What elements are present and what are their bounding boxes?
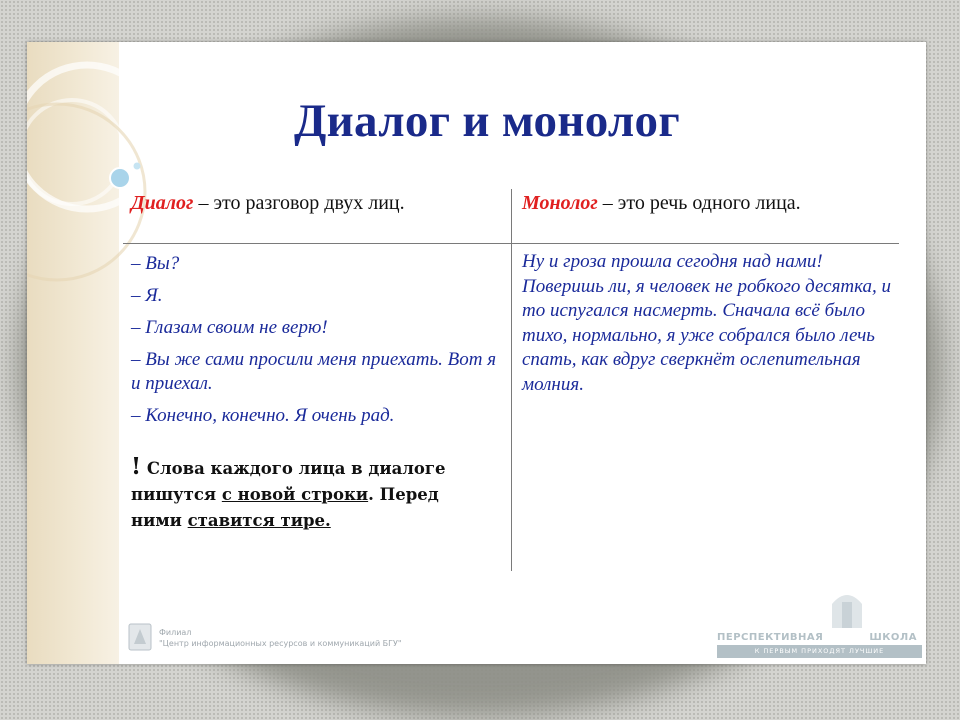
note-underlined-1: с новой строки [221, 485, 369, 504]
dialog-definition [131, 192, 405, 215]
school-brand-name [717, 632, 922, 643]
table-column-divider [511, 189, 512, 571]
note-text-1: Слова каждого лица в диалоге пишутся [131, 459, 446, 504]
dialog-line: – Конечно, конечно. Я очень рад. [131, 405, 395, 426]
exclamation-mark: ! [131, 453, 142, 480]
brand-name-left: ПЕРСПЕКТИВНАЯ [717, 632, 824, 643]
dialog-line: – Вы же сами просили меня приехать. Вот я и приехал. [131, 349, 497, 394]
table-row-divider [123, 243, 899, 244]
dialog-line: – Вы? [131, 253, 180, 274]
dialog-term: Диалог [131, 192, 194, 214]
monolog-definition-text: – это речь одного лица. [597, 192, 801, 214]
dialog-line: – Глазам своим не верю! [131, 317, 328, 338]
page-title: Диалог и монолог [294, 95, 680, 147]
note-underlined-2: ставится тире. [187, 511, 331, 530]
dialog-definition-text: – это разговор двух лиц. [193, 192, 405, 214]
monolog-term: Монолог [522, 192, 598, 214]
org-caption-line1: Филиал [159, 628, 192, 637]
org-caption-line2: "Центр информационных ресурсов и коммуникаций БГУ" [159, 639, 402, 648]
school-tagline: К ПЕРВЫМ ПРИХОДЯТ ЛУЧШИЕ [717, 645, 922, 658]
org-caption [159, 627, 489, 649]
monolog-definition [522, 192, 801, 215]
note-text-2: . Перед ними [131, 485, 439, 530]
org-logo-icon [127, 622, 153, 652]
dialog-rule-note [131, 454, 491, 534]
slide [27, 42, 926, 664]
dialog-line: – Я. [131, 285, 163, 306]
dialog-example [131, 252, 501, 436]
school-emblem-icon [822, 584, 872, 630]
brand-name-right: ШКОЛА [869, 632, 917, 643]
monolog-example: Ну и гроза прошла сегодня над нами! Поверишь ли, я человек не робкого десятка, и то испугался насмерть. Сначала всё было тихо, нормально, я уже собрался было лечь спать, как вдруг сверкнёт ослепительная молния. [522, 251, 892, 395]
